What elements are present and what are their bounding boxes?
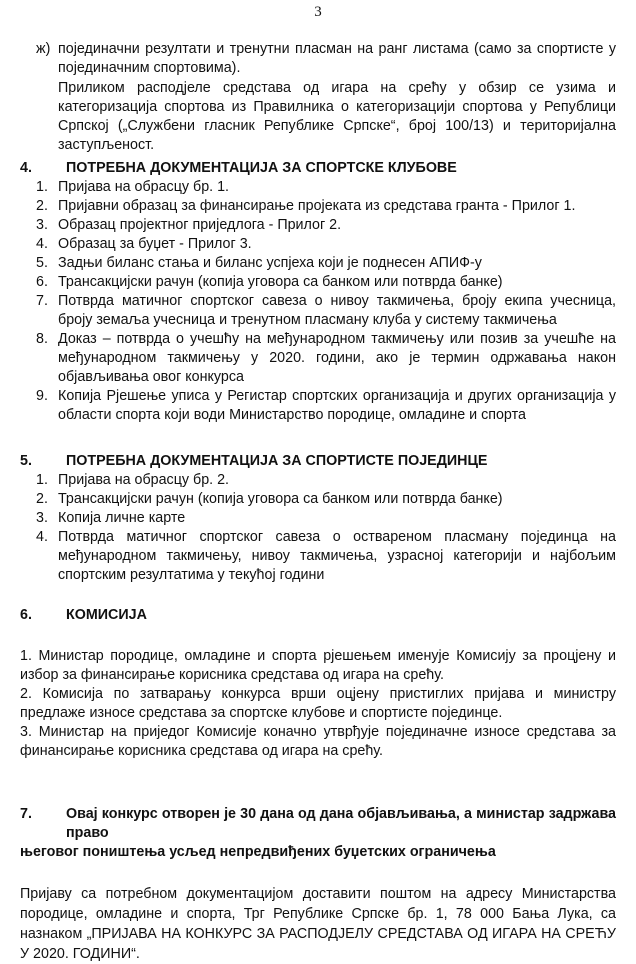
list-item: 2. Пријавни образац за финансирање пројеката из средстава гранта - Прилог 1. xyxy=(36,198,576,214)
section-4-list xyxy=(36,178,616,425)
section-7-line: његовог поништења усљед непредвиђених буџетских ограничења xyxy=(20,844,496,860)
list-item: 8. Доказ – потврда о учешћу на међународном такмичењу или позив за учешће на међународном такмичењу у 2020. години, ако је термин одржавања након објављивања овог конкурса xyxy=(36,331,616,385)
list-item-text-line: појединачним спортовима). xyxy=(58,60,241,76)
list-item: 9. Копија Рјешење уписа у Регистар спортских организација и других организација у области спорта који води Министарство породице, омладине и спорта xyxy=(36,388,616,423)
list-item: 1. Пријава на обрасцу бр. 1. xyxy=(36,179,230,195)
section-number: 6. xyxy=(20,607,32,623)
commission-paragraph: 3. Министар на приједог Комисије коначно утврђује појединачне износе средстава за финансирање корисника средстава од игара на срећу. xyxy=(20,724,616,759)
section-number: 4. xyxy=(20,160,32,176)
list-item: 3. Образац пројектног приједлога - Прилог 2. xyxy=(36,217,342,233)
section-6-body xyxy=(20,647,616,761)
section-number: 7. xyxy=(20,806,32,822)
list-item: 4. Потврда матичног спортског савеза о оствареном пласману појединца на међународном такмичењу, нивоу такмичења, узрасној категорији и најбољим спортским резултатима у текућој години xyxy=(36,529,616,583)
list-item: 1. Пријава на обрасцу бр. 2. xyxy=(36,472,230,488)
list-item: 5. Задњи биланс стања и биланс успјеха који је поднесен АПИФ-у xyxy=(36,255,482,271)
section-title: ПОТРЕБНА ДОКУМЕНТАЦИЈА ЗА СПОРТСКЕ КЛУБОВЕ xyxy=(66,160,457,176)
section-6-heading xyxy=(20,606,620,625)
section-5-list xyxy=(36,471,616,585)
section-7-line: право xyxy=(66,825,109,841)
closing-paragraph: Пријаву са потребном документацијом доставити поштом на адресу Министарства породице, омладине и спорта, Трг Републике Српске бр. 1, 78 000 Бања Лука, са назнаком „ПРИЈАВА НА КОНКУРС ЗА РАСПОДЈЕЛУ СРЕДСТАВА ОД ИГАРА НА СРЕЋУ У 2020. ГОДИНИ“. xyxy=(20,886,616,962)
commission-paragraph: 1. Министар породице, омладине и спорта рјешењем именује Комисију за процјену и избор за финансирање корисника средстава од игара на срећу. xyxy=(20,648,616,683)
list-marker: ж) xyxy=(36,41,51,57)
section-7-heading xyxy=(20,805,616,862)
page-number: 3 xyxy=(314,4,322,20)
list-item: 2. Трансакцијски рачун (копија уговора са банком или потврда банке) xyxy=(36,491,503,507)
section-title: ПОТРЕБНА ДОКУМЕНТАЦИЈА ЗА СПОРТИСТЕ ПОЈЕДИНЦЕ xyxy=(66,453,488,469)
intro-paragraph: Приликом расподјеле средстава од игара на срећу у обзир се узима и категоризација спортова из Правилника о категоризацији спортова у Републици Српској („Службени гласник Републике Српске“, број 100/13) и територијална заступљеност. xyxy=(58,80,616,153)
list-item: 4. Образац за буџет - Прилог 3. xyxy=(36,236,252,252)
list-item: 6. Трансакцијски рачун (копија уговора са банком или потврда банке) xyxy=(36,274,503,290)
section-7-line: Овај конкурс отворен је 30 дана од дана објављивања, а министар задржава xyxy=(66,806,616,822)
section-title: КОМИСИЈА xyxy=(66,607,147,623)
section-5-heading xyxy=(20,452,620,471)
section-4-heading xyxy=(20,159,620,178)
list-item: 3. Копија личне карте xyxy=(36,510,186,526)
commission-paragraph: 2. Комисија по затварању конкурса врши оцјену пристиглих пријава и министру предлаже износе средстава за спортске клубове и спортисте појединце. xyxy=(20,686,616,721)
section-number: 5. xyxy=(20,453,32,469)
list-item: 7. Потврда матичног спортског савеза о нивоу такмичења, броју екипа учесница, броју земаља учесница и тренутном пласману клуба у систему такмичења xyxy=(36,293,616,328)
list-item-zh xyxy=(36,40,616,78)
list-item-text-line: појединачни резултати и тренутни пласман на ранг листама (само за спортисте у xyxy=(58,41,616,57)
